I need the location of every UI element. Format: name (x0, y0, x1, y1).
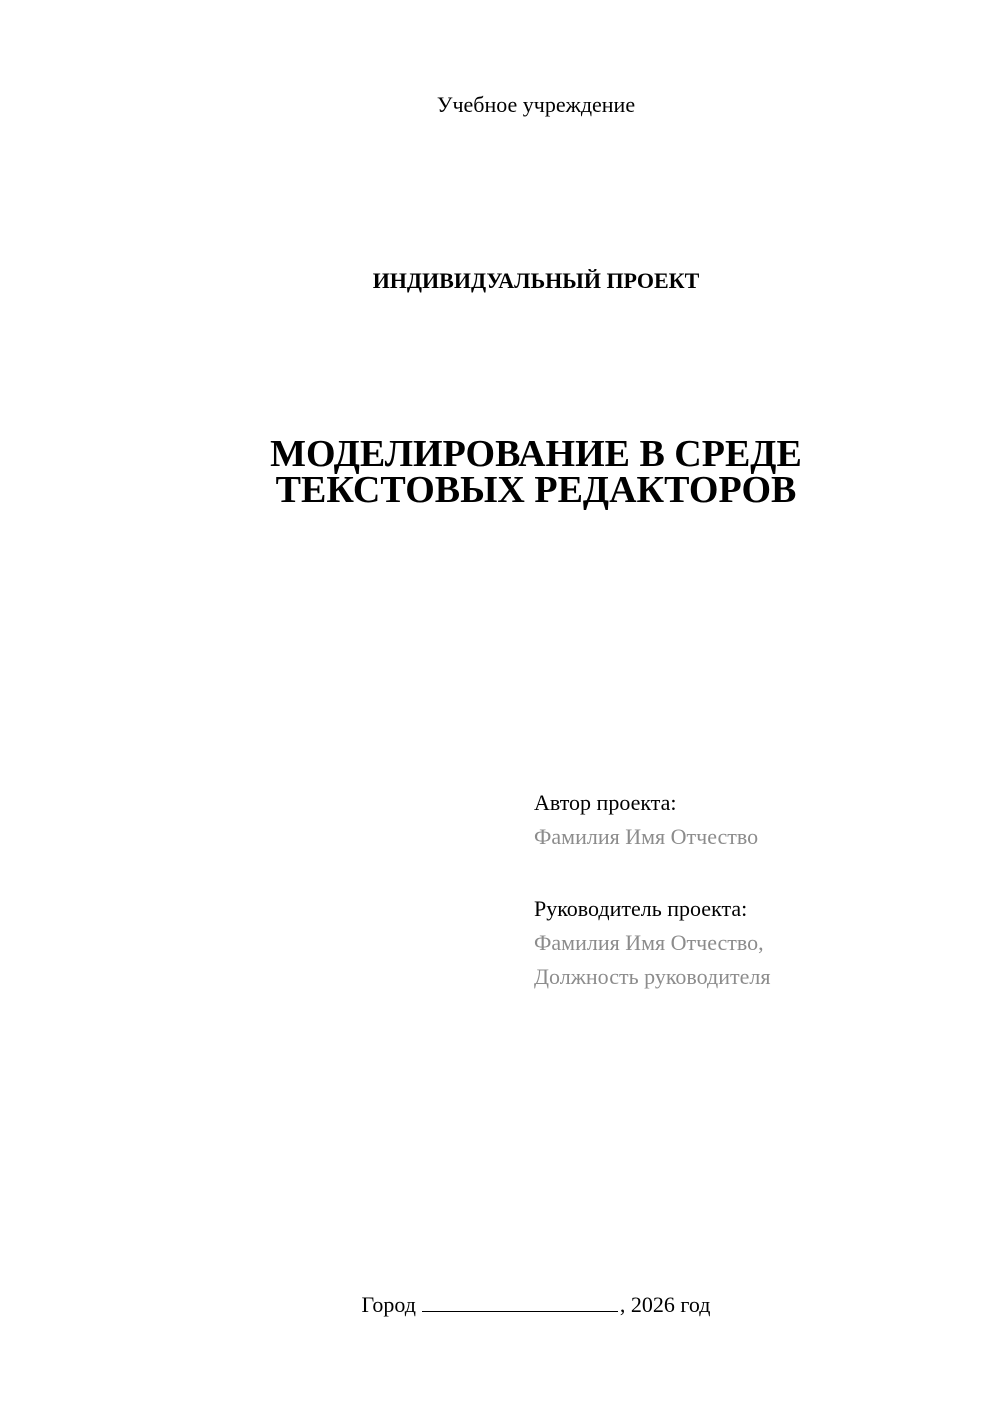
project-info-block (534, 786, 974, 994)
project-type-heading: ИНДИВИДУАЛЬНЫЙ ПРОЕКТ (372, 268, 700, 293)
supervisor-position: Должность руководителя (534, 964, 771, 989)
project-title-line-2: ТЕКСТОВЫХ РЕДАКТОРОВ (275, 469, 797, 511)
institution-name: Учебное учреждение (436, 92, 636, 117)
year-text: , 2026 год (619, 1292, 711, 1317)
supervisor-name: Фамилия Имя Отчество, (534, 930, 764, 955)
city-year-line (0, 1290, 1000, 1320)
city-blank-line (422, 1291, 618, 1312)
supervisor-label: Руководитель проекта: (534, 896, 748, 921)
author-label: Автор проекта: (534, 790, 677, 815)
project-title (0, 433, 1000, 511)
project-title-line-1: МОДЕЛИРОВАНИЕ В СРЕДЕ (270, 433, 802, 475)
info-spacer (534, 854, 974, 892)
city-label: Город (361, 1292, 416, 1317)
author-name: Фамилия Имя Отчество (534, 824, 759, 849)
